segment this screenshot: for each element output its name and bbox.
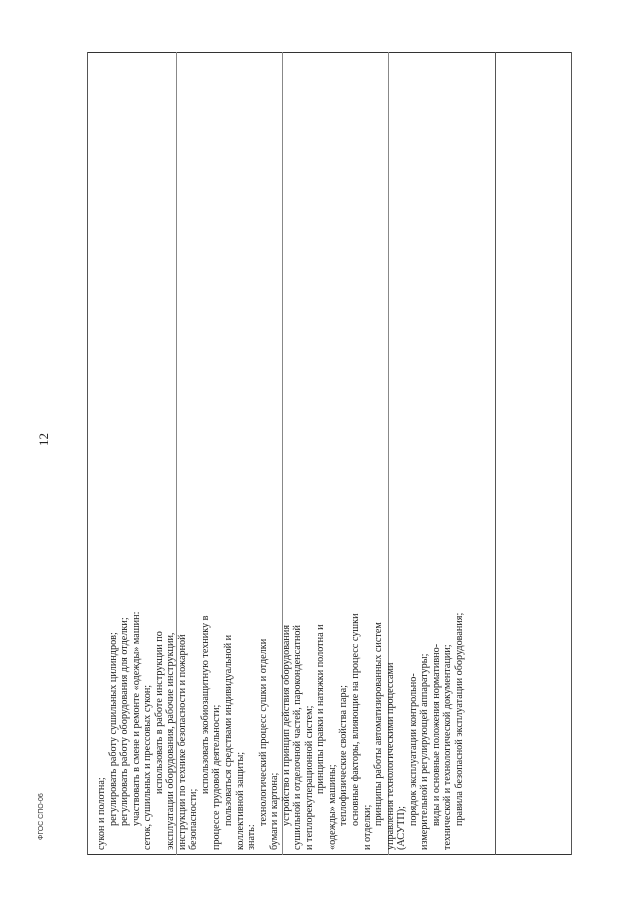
text-line: устройство и принцип действия оборудования [280, 624, 292, 826]
text-line: управления технологическими процессами [384, 662, 396, 850]
text-line: «одежды» машины; [326, 764, 338, 850]
text-line: порядок эксплуатации контрольно- [407, 673, 419, 826]
text-line: и отделки; [361, 804, 373, 850]
text-line: правила безопасной эксплуатации оборудования; [453, 612, 465, 826]
text-line: пользоваться средствами индивидуальной и [223, 634, 235, 826]
text-line: сукон и полотна; [96, 777, 107, 850]
table-border-right [87, 52, 572, 53]
text-line: технической и технологической документации; [442, 644, 454, 850]
text-line: коллективной защиты; [234, 751, 246, 850]
text-line: регулировать работу сушильных цилиндров; [107, 632, 119, 826]
competency-text-cell [96, 490, 566, 850]
text-line: участвовать в смене и ремонте «одежды» машин: [130, 611, 142, 826]
document-footer: ФГОС СПО-06 [38, 793, 45, 840]
text-line: основные факторы, влияющие на процесс сушки [350, 613, 362, 826]
table-border-bottom [571, 52, 572, 855]
text-line: процессе трудовой деятельности; [211, 704, 223, 850]
text-line: эксплуатации оборудования, рабочие инструкции, [165, 632, 177, 850]
text-line: инструкции по технике безопасности и пожарной [176, 634, 188, 850]
page-number: 12 [36, 433, 51, 446]
table-border-left [87, 854, 572, 855]
text-line: регулировать работу оборудования для отделки; [119, 617, 131, 826]
text-line: использовать экобиозащитную технику в [199, 615, 211, 794]
text-line: измерительной и регулирующей аппаратуры; [419, 653, 431, 850]
text-line: знать: [246, 824, 258, 850]
text-line: сеток, сушильных и прессовых сукон; [142, 684, 154, 850]
text-line: безопасности; [188, 788, 200, 850]
text-line: принципы правки и натяжки полотна и [315, 624, 327, 794]
text-line: использовать в работе инструкции по [153, 631, 165, 794]
text-line: (АСУТП); [396, 806, 408, 850]
text-line: виды и основные положения нормативно- [430, 643, 442, 826]
text-line: бумаги и картона; [269, 772, 281, 850]
text-line: технологический процесс сушки и отделки [257, 638, 269, 826]
text-line: и теплорекуперационной систем; [303, 705, 315, 850]
text-line: сушильной и отделочной частей, пароконденсатной [292, 625, 304, 850]
text-line: принципы работы автоматизированных систем [373, 622, 385, 826]
text-line: теплофизические свойства пара; [338, 685, 350, 826]
table-border-top [87, 52, 88, 855]
